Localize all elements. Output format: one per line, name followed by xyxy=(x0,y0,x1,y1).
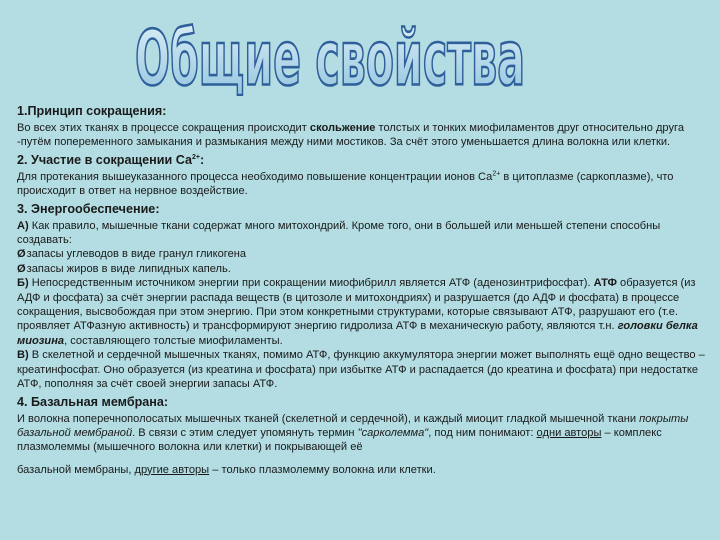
term-myosin-heads: головки белка миозина xyxy=(17,320,698,347)
title-wordart xyxy=(0,14,720,96)
section-3-part-a: А) Как правило, мышечные ткани содержат много митохондрий. Кроме того, они в большей или меньшей степени способны создавать: xyxy=(17,219,661,247)
section-3-part-b: Б) Непосредственным источником энергии при сокращении миофибрилл является АТФ (аденозинтрифосфат). АТФ образуется (из АДФ и фосфата) за счёт энергии распада веществ (в цитозоле и митохондриях) и разрушается (до АДФ и фосфата) в процессе сокращения, высвобождая при этом энергию. При этом конкретными структурами, которые связывают АТФ, разрушают его (т.е. проявляет АТФазную активность) и трансформируют энергию гидролиза АТФ в механическую работу, являются т.н. головки белка миозина, составляющего толстые миофиламенты. xyxy=(17,277,698,347)
page-title: Общие свойства xyxy=(135,14,525,96)
section-2-text: Для протекания вышеуказанного процесса необходимо повышение концентрации ионов $Са^{2+}$ в цитоплазме (саркоплазме), что происходит в ответ на нервное воздействие. xyxy=(17,170,674,198)
term-sliding: скольжение xyxy=(309,122,376,134)
arrow-bullet-icon: Ø xyxy=(17,262,26,275)
title-banner xyxy=(0,14,720,96)
spacer xyxy=(17,455,707,463)
section-1-heading: 1.Принцип сокращения: xyxy=(17,104,167,118)
arrow-bullet-icon: Ø xyxy=(17,248,26,261)
section-2-heading: 2. Участие в сокращении $Са^{2+}$: xyxy=(17,152,205,167)
main-content xyxy=(17,103,707,480)
section-4-text-end: базальной мембраны, другие авторы – только плазмолемму волокна или клетки. xyxy=(17,463,436,476)
section-3-heading: 3. Энергообеспечение: xyxy=(17,201,160,216)
section-3-part-v: В) В скелетной и сердечной мышечных тканях, помимо АТФ, функцию аккумулятора энергии может выполнять ещё одно вещество – креатинфосфат. Оно образуется (из креатина и фосфата) при избытке АТФ и распадается (до креатина и фосфата) при недостатке АТФ, пополняя за счёт своей энергии запасы АТФ. xyxy=(17,349,705,391)
list-item: Øзапасы углеводов в виде гранул гликогена xyxy=(17,248,247,261)
section-4-heading: 4. Базальная мембрана: xyxy=(17,394,169,409)
list-item: Øзапасы жиров в виде липидных капель. xyxy=(17,262,231,275)
section-4-text: И волокна поперечнополосатых мышечных тканей (скелетной и сердечной), и каждый миоцит гладкой мышечной ткани покрыты базальной мембраной. В связи с этим следует упомянуть термин "сарколемма", под ним понимают: одни авторы – комплекс плазмолеммы (мышечного волокна или клетки) и покрывающей её xyxy=(17,412,689,454)
section-1-text: Во всех этих тканях в процессе сокращения происходит скольжение толстых и тонких миофиламентов друг относительно друга -путём попеременного замыкания и размыкания между ними мостиков. За счёт этого уменьшается длина волокна или клетки. xyxy=(17,122,684,149)
